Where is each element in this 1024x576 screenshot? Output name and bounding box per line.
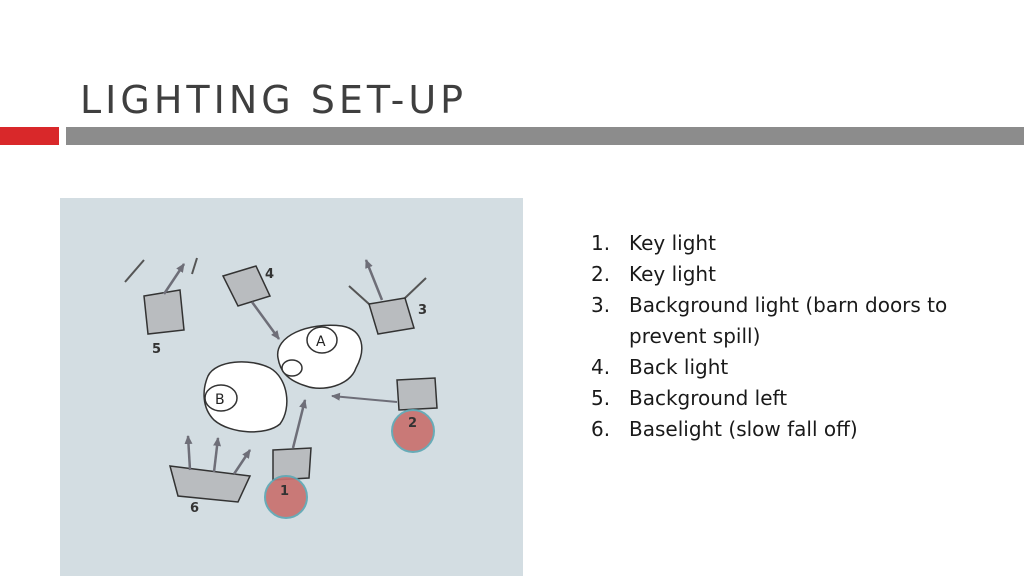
light-4-label: 4 [265,267,275,282]
legend-number: 6. [591,417,611,441]
legend-text: Baselight (slow fall off) [629,417,858,441]
legend-number: 5. [591,386,611,410]
diagram-background [60,198,523,576]
lighting-diagram [60,198,523,576]
light-3-label: 3 [418,303,428,318]
legend-item [591,290,1011,352]
title-accent-bar [0,127,59,145]
legend-text: Key light [629,231,716,255]
light-1-label: 1 [280,484,290,499]
light-housing [144,290,184,334]
light-housing [273,448,311,480]
legend-text: Background left [629,386,788,410]
subject-a-label: A [316,334,326,350]
legend-item [591,259,1011,290]
legend-number: 2. [591,262,611,286]
light-2-label: 2 [408,416,418,431]
legend-text: Back light [629,355,729,379]
title-rule-bar [66,127,1024,145]
light-6-label: 6 [190,501,200,516]
legend-item [591,414,1011,445]
legend-item [591,228,1011,259]
legend-item [591,383,1011,414]
legend-number: 4. [591,355,611,379]
legend-text: Background light (barn doors to prevent spill) [629,293,948,348]
legend-number: 3. [591,293,611,317]
light-5-label: 5 [152,342,162,357]
subject-b-label: B [215,392,225,408]
light-housing [397,378,437,410]
lighting-legend [591,228,1011,445]
legend-text: Key light [629,262,716,286]
subject-a [278,325,362,388]
subject-b [204,362,287,432]
legend-number: 1. [591,231,611,255]
slide-title: LIGHTING SET-UP [80,78,468,122]
legend-item [591,352,1011,383]
subject-a-hand [282,360,302,376]
light-housing [369,298,414,334]
lighting-diagram-svg [60,198,523,576]
